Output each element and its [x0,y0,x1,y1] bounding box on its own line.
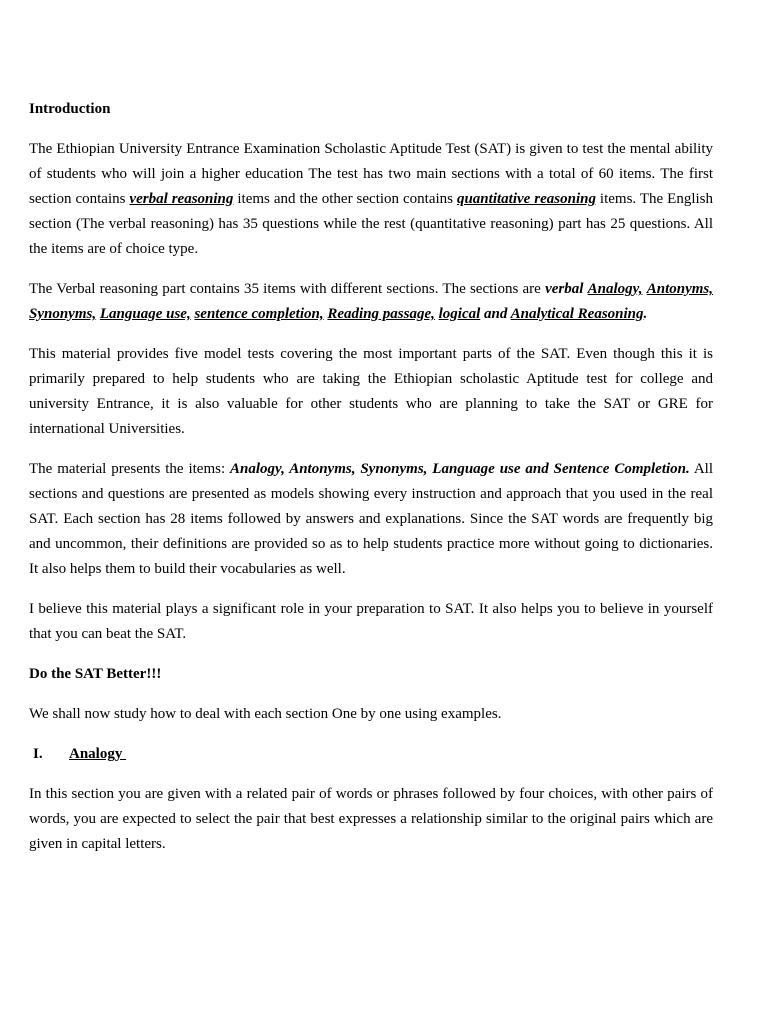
introduction-heading: Introduction [29,101,111,117]
material-purpose-paragraph: This material provides five model tests covering the most important parts of the SAT. Even though this it is primarily prepared to help students who are taking the Ethiopian scholastic Aptitude test for college and university Entrance, it is also valuable for other students who are planning to take the SAT or GRE for international Universities. [29,346,713,437]
antonyms-term: Antonyms, [646,281,714,297]
reading-passage-term: Reading passage, [327,306,435,322]
synonyms-term: Synonyms, [29,306,97,322]
period: . [643,306,648,322]
verbal-word: verbal [545,281,584,297]
items-text-a: The material presents the items: [29,461,230,477]
logical-term: logical [438,306,481,322]
belief-paragraph: I believe this material plays a significant role in your preparation to SAT. It also helps you to believe in yourself that you can beat the SAT. [29,601,713,642]
verbal-reasoning-term: verbal reasoning [129,191,234,207]
section-number: I. [33,746,43,762]
intro-text-a: The Ethiopian University Entrance Examination Scholastic Aptitude Test (SAT) is given to test the mental ability of students who will join a higher education The test has two main sections with a total of 60 items. The first section contains [29,141,713,207]
language-use-term: Language use, [99,306,191,322]
study-paragraph: We shall now study how to deal with each section One by one using examples. [29,706,502,722]
analogy-section-heading [29,742,713,767]
items-text-b: All sections and questions are presented as models showing every instruction and approach that you used in the real SAT. Each section has 28 items followed by answers and explanations. Since the SAT words are frequently big and uncommon, their definitions are provided so as to help students practice more without going to dictionaries. It also helps them to build their vocabularies as well. [29,461,713,577]
analytical-reasoning-term: Analytical Reasoning [510,306,644,322]
intro-text-c: items. The English section (The verbal reasoning) has 35 questions while the rest (quantitative reasoning) part has 25 questions. All the items are of choice type. [29,191,714,257]
analogy-paragraph: In this section you are given with a related pair of words or phrases followed by four choices, with other pairs of words, you are expected to select the pair that best expresses a relationship similar to the original pairs which are given in capital letters. [29,786,713,852]
intro-paragraph [29,137,713,262]
material-items-paragraph [29,457,713,582]
and-word: and [480,306,511,322]
sentence-completion-term: sentence completion, [194,306,324,322]
document-page [29,97,713,872]
motto-heading: Do the SAT Better!!! [29,666,162,682]
verbal-sections-paragraph [29,277,713,327]
analogy-term: Analogy, [587,281,643,297]
section-title: Analogy [69,746,127,762]
verbal-text-a: The Verbal reasoning part contains 35 items with different sections. The sections are [29,281,546,297]
quantitative-reasoning-term: quantitative reasoning [456,191,596,207]
intro-text-b: items and the other section contains [233,191,457,207]
items-list-term: Analogy, Antonyms, Synonyms, Language use and Sentence Completion. [230,461,690,477]
